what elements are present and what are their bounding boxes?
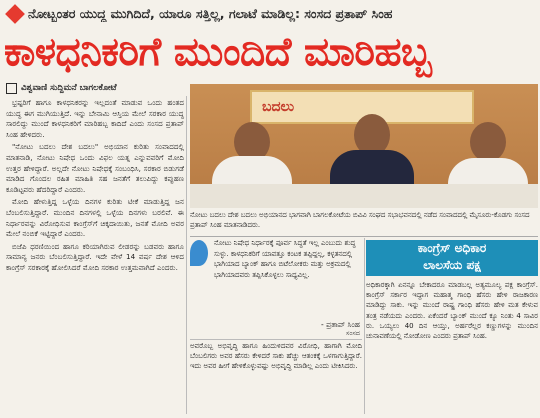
article-paragraph: ಅವರೊಬ್ಬ ಅಭಿವೃದ್ಧಿ ಹಾಗೂ ಹಿಂದುಳಿದವರ ವಿರೋಧಿ, ಹಾಗಾಗಿ ಮೋದಿ ಬೆಂಬಲಿಗರು ಅವರ ಹೆಸರು ಕೇಳಿದರೆ ಸಾಕು ಹೆಚ್ಚು ಆತಂಕಕ್ಕೆ ಒಳಗಾಗುತ್ತಿದ್ದಾರೆ. ಇದು ಅವರ ಹೀಗೆ ಹೇಳಿಕೊಳ್ಳುವಷ್ಟು ಅಭಿವೃದ್ಧಿ ಮಾಡಿಲ್ಲ ಎಂದು ಟೀಕಿಸಿದರು. — [190, 342, 362, 371]
article-paragraph: ಭ್ರಷ್ಟರಿಗೆ ಹಾಗೂ ಕಾಳಧನಿಕರನ್ನು ಇಲ್ಲದಂತೆ ಮಾಡುವ ಒಂದು ಹಂತದ ಯುದ್ಧ ಈಗ ಮುಗಿಯುತ್ತಿದೆ. ಇನ್ನು ಬೇನಾಮಿ ಆಸ್ತಿಯ ಮೇಲೆ ಸರಕಾರ ಯುದ್ಧ ಸಾರಲಿದ್ದು ಮುಂದೆ ಕಾಳಧನಿಕರಿಗೆ ಮಾರಿಹಬ್ಬ ಕಾದಿದೆ ಎಂದು ಸಂಸದ ಪ್ರತಾಪ್ ಸಿಂಹ ಹೇಳಿದರು. — [6, 98, 184, 139]
left-column-article — [6, 98, 184, 410]
article-paragraph: "ನೋಟು ಬದಲು ದೇಶ ಬದಲು" ಅಭಿಯಾನ ಕುರಿತು ಸಂವಾದದಲ್ಲಿ ಮಾತನಾಡಿ, ನೋಟು ನಿಷೇಧ ಒಂದು ವಿಫಲ ಯತ್ನ ಎನ್ನುವವರಿಗೆ ಮೋದಿ ಉತ್ತರ ಹೇಳಿದ್ದಾರೆ. ಅಲ್ಲದೇ ನೋಟು ನಿಷೇಧಕ್ಕೆ ಸಂಬಂಧಿಸಿ, ಸರಕಾರ ಬಿಡುಗಡೆ ಮಾಡಿದ ಗೊಂದಲ ರಹಿತ ಮಾಹಿತಿ ಸಹ ಜನತೆಗೆ ತಲುಪಿದ್ದು ಕಪ್ಪುಹಣ ಕೂಡಿಟ್ಟವರು ಹೆದರಿದ್ದಾರೆ ಎಂದರು. — [6, 142, 184, 194]
middle-column-article — [190, 341, 362, 413]
kicker-text: ನೋಟ್ಬಂತರ ಯುದ್ದ ಮುಗಿದಿದೆ, ಯಾರೂ ಸತ್ತಿಲ್ಲ, ಗಲಾಟೆ ಮಾಡಿಲ್ಲ: ಸಂಸದ ಪ್ರತಾಪ್ ಸಿಂಹ — [28, 6, 393, 21]
byline — [6, 81, 196, 95]
kicker-line — [6, 3, 534, 25]
caption-rule — [190, 236, 538, 237]
pull-quote — [190, 238, 362, 330]
quote-attribution — [270, 320, 360, 338]
quote-author-role: ಸಂಸದ — [346, 329, 360, 337]
article-paragraph: ಅಧಿಕಾರಕ್ಕಾಗಿ ಏನನ್ನೂ ಬೇಕಾದರೂ ಮಾಡಬಲ್ಲ ಅತ್ಯಮೂಲ್ಯ ಪಕ್ಷ ಕಾಂಗ್ರೆಸ್. ಕಾಂಗ್ರೆಸ್ ಸರ್ಕಾರ ಇದ್ದಾಗ ಮಹಾತ್ಮ ಗಾಂಧಿ ಹೆಸರು ಹೇಳಿ ರಾಜಕಾರಣ ಮಾಡಿದ್ದು ಸಾಕು. ಇನ್ನು ಮುಂದೆ ರಾಷ್ಟ್ರ ಗಾಂಧಿ ಹೆಸರು ಹೇಳಿ ಮತ ಕೇಳುವ ತಂತ್ರ ನಡೆಯದು ಎಂದರು. ಏಕೆಂದರೆ ಬ್ಯಾಂಕ್ ಮುಂದೆ ಕ್ಯೂ ನಿಂತು 4 ಸಾವಿರ ರು. ಒಯ್ಯಲು 40 ದಿನ ಆಯ್ತು, ಅರ್ಹರೆಲ್ಲರ ಕಣ್ಣುಗಳನ್ನು ಮುಂದಿನ ಚುನಾವಣೆಯಲ್ಲಿ ನೋಡೋಣ ಎಂದರು ಪ್ರತಾಪ್ ಸಿಂಹ. — [366, 281, 538, 341]
quote-rule — [190, 339, 362, 340]
news-photo — [190, 84, 538, 208]
article-paragraph: ಬಿಜೆಪಿ ಧರಣಿಯಿಂದ ಹಾಗೂ ಕರಿಯಾಗಿರುವ ಲೀಡರನ್ನು ಬಡವರು ಹಾಗೂ ಸಾಮಾನ್ಯ ಜನರು ಬೆಂಬಲಿಸುತ್ತಿದ್ದಾರೆ. ಇದೇ ವೇಳೆ 14 ವರ್ಷ ದೇಶ ಆಳಿದ ಕಾಂಗ್ರೆಸ್ ಸರಕಾರಕ್ಕೆ ಹೋಲಿಸಿದರೆ ಮೋದಿ ಸರಕಾರ ಉತ್ತಮವಾಗಿದೆ ಎಂದರು. — [6, 241, 184, 272]
article-paragraph: ಮೋದಿ ಹೇಳುತ್ತಿದ್ದ ಒಳ್ಳೆಯ ದಿನಗಳ ಕುರಿತು ಟೀಕೆ ಮಾಡುತ್ತಿದ್ದ ಜನ ಬೆಂಬಲಿಸುತ್ತಿದ್ದಾರೆ. ಮುಂದಿನ ದಿನಗಳಲ್ಲಿ ಒಳ್ಳೆಯ ದಿನಗಳು ಬರಲಿವೆ. ಈ ನಿರ್ಧಾರವನ್ನು ವಿರೋಧಿಸುವ ಕಾಂಗ್ರೆಸ್‌ಗೆ ಚಿಕ್ಕದಾಯಿತು, ಜನತೆ ಮೋದಿ ಅವರ ಮೇಲೆ ನಂಬಿಕೆ ಇಟ್ಟಿದ್ದಾರೆ ಎಂದರು. — [6, 197, 184, 239]
sidebox-article — [366, 280, 538, 414]
column-divider — [186, 96, 187, 414]
sidebox-title-line2: ಲಾಲಸೆಯ ಪಕ್ಷ — [423, 258, 481, 272]
quote-mark-icon — [190, 240, 208, 266]
sidebox-header — [366, 240, 538, 276]
stage-table — [190, 184, 538, 208]
quote-text: ನೋಟು ನಿಷೇಧ ನಿರ್ಧಾರಕ್ಕೆ ಪೂರ್ವ ಸಿದ್ಧತೆ ಇಲ್ಲ ಎಂಬುದು ಶುದ್ಧ ಸುಳ್ಳು. ಕಾಳಧನಿಕರಿಗೆ ಯಾವತ್ತೂ ಕಂಟಕ ತಪ್ಪಿದ್ದಲ್ಲ, ಕಳ್ಳತನದಲ್ಲಿ ಭಾಗಿಯಾದ ಬ್ಯಾಂಕ್ ಹಾಗೂ ಬಿಟೆಲೋಕರು ಮತ್ತು ಅಕ್ರಮದಲ್ಲಿ ಭಾಗಿಯಾದವರು ತಪ್ಪಿಸಿಕೊಳ್ಳಲು ಸಾಧ್ಯವಿಲ್ಲ. — [214, 239, 356, 279]
quote-author: - ಪ್ರತಾಪ್ ಸಿಂಹ — [321, 320, 360, 329]
photo-caption: ನೋಟು ಬದಲು ದೇಶ ಬದಲು ಅಭಿಯಾನದ ಭಾಗವಾಗಿ ಬಾಗಲಕೋಟೆಯ ಬಿವಿವಿ ಸಂಘದ ಸಭಾಭವನದಲ್ಲಿ ನಡೆದ ಸಂವಾದದಲ್ಲಿ ಮೈಸೂರು-ಕೊಡಗು ಸಂಸದ ಪ್ರತಾಪ್ ಸಿಂಹ ಮಾತನಾಡಿದರು. — [190, 211, 530, 229]
kicker-bullet-icon — [5, 4, 25, 24]
sidebox-divider — [364, 238, 365, 414]
sidebox-title-line1: ಕಾಂಗ್ರೆಸ್ ಅಧಿಕಾರ — [417, 241, 487, 255]
photo-banner: ಬದಲು — [250, 90, 474, 124]
byline-logo-icon — [6, 83, 17, 94]
headline: ಕಾಳಧನಿಕರಿಗೆ ಮುಂದಿದೆ ಮಾರಿಹಬ್ಬ — [4, 29, 432, 75]
byline-text: ವಿಶ್ವವಾಣಿ ಸುದ್ದಿಮನೆ ಬಾಗಲಕೋಟೆ — [21, 83, 117, 93]
